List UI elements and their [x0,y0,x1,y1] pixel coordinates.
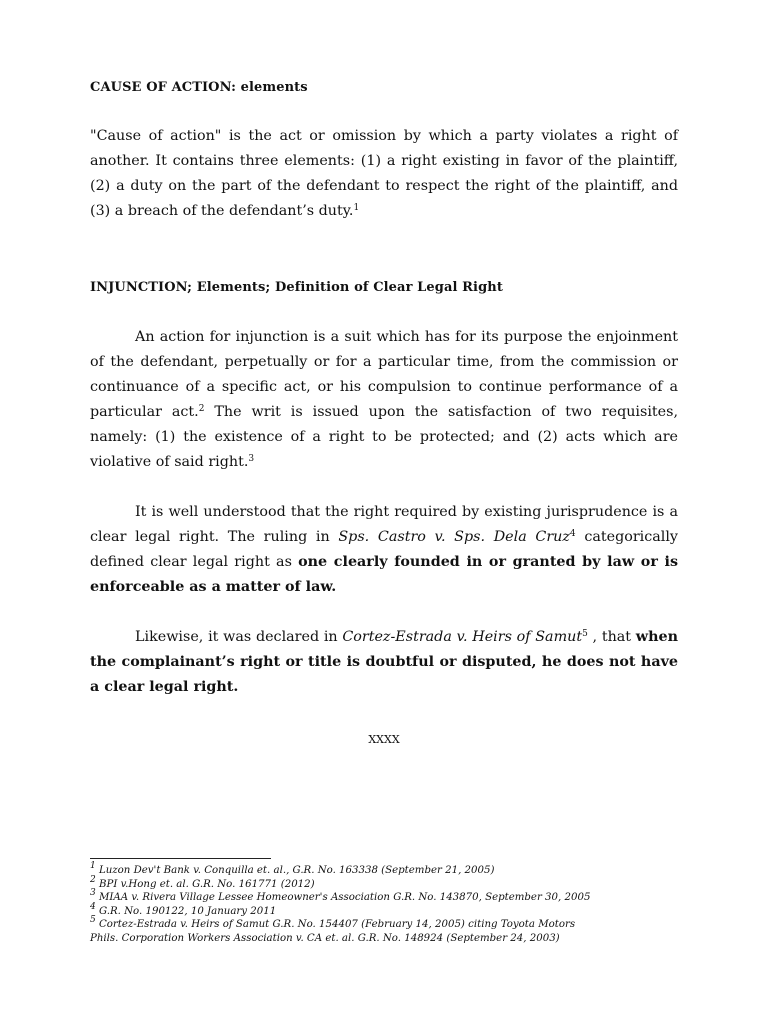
footnote-ref-4: 4 [569,529,576,539]
footnote-number: 3 [90,888,96,898]
case-castro: Sps. Castro v. Sps. Dela Cruz [338,529,570,545]
footnote-ref-3: 3 [248,454,255,464]
cortez-holding: when the complainant’s right or title is doubtful or disputed, he does not have a clear legal right. [90,629,678,695]
footnote-text: Luzon Dev't Bank v. Conquilla et. al., G.R. No. 163338 (September 21, 2005) [95,865,495,876]
footnotes [90,861,690,945]
footnote-number: 2 [90,874,96,885]
injunction-heading: INJUNCTION; Elements; Definition of Clear Legal Right [90,280,503,295]
injunction-text-a: An action for injunction is a suit which has for its purpose the enjoinment of the defendant, perpetually or for a particular time, from the commission or continuance of a specific act, or his compulsion to continue performance of a particular act. [90,329,678,420]
case-cortez-estrada: Cortez-Estrada v. Heirs of Samut [342,629,583,645]
footnote-5-continued: Phils. Corporation Workers Association v. CA et. al. G.R. No. 148924 (September 24, 2003) [90,932,560,944]
footnote-text: G.R. No. 190122, 10 January 2011 [95,905,277,917]
cause-of-action-text: "Cause of action" is the act or omission by which a party violates a right of another. It contains three elements: (1) a right existing in favor of the plaintiff, (2) a duty on the part of the defendant to respect the right of the plaintiff, and (3) a breach of the defendant’s duty. [90,128,678,219]
cortez-text-b: , that [587,629,636,645]
clear-legal-right-text-a: It is well understood that the right required by existing jurisprudence is a clear legal right. The ruling in [90,504,678,545]
footnote-divider [90,858,271,859]
footnote-text: BPI v.Hong et. al. G.R. No. 161771 (2012) [95,878,315,890]
cortez-text-a: Likewise, it was declared in [135,629,343,645]
injunction-paragraph [90,325,678,475]
footnote-number: 5 [90,915,96,925]
footnote-ref-5: 5 [582,629,588,639]
clear-legal-right-paragraph [90,500,678,600]
footnote-ref-2: 2 [198,404,205,414]
footnote-number: 4 [90,901,96,912]
footnote-1 [90,861,690,878]
footnote-text: Cortez-Estrada v. Heirs of Samut G.R. No. 154407 (February 14, 2005) citing Toyota Motors [95,919,576,930]
footnote-text: MIAA v. Rivera Village Lessee Homeowner's Association G.R. No. 143870, September 30, 2005 [95,892,591,903]
footnote-3 [90,888,690,905]
footnote-ref-1: 1 [353,203,360,213]
clear-legal-right-text-b: categorically defined clear legal right as [90,529,678,570]
footnote-5 [90,915,690,932]
cortez-paragraph [90,625,678,700]
cause-of-action-paragraph [90,124,678,224]
footnote-4 [90,901,690,919]
footnote-number: 1 [90,861,96,871]
injunction-text-b: The writ is issued upon the satisfaction of two requisites, namely: (1) the existence of a right to be protected; and (2) acts which are violative of said right. [90,404,678,470]
section-separator: XXXX [368,733,400,746]
clear-legal-right-definition: one clearly founded in or granted by law or is enforceable as a matter of law. [90,554,678,595]
cause-of-action-heading: CAUSE OF ACTION: elements [90,80,308,95]
footnote-2 [90,874,690,892]
